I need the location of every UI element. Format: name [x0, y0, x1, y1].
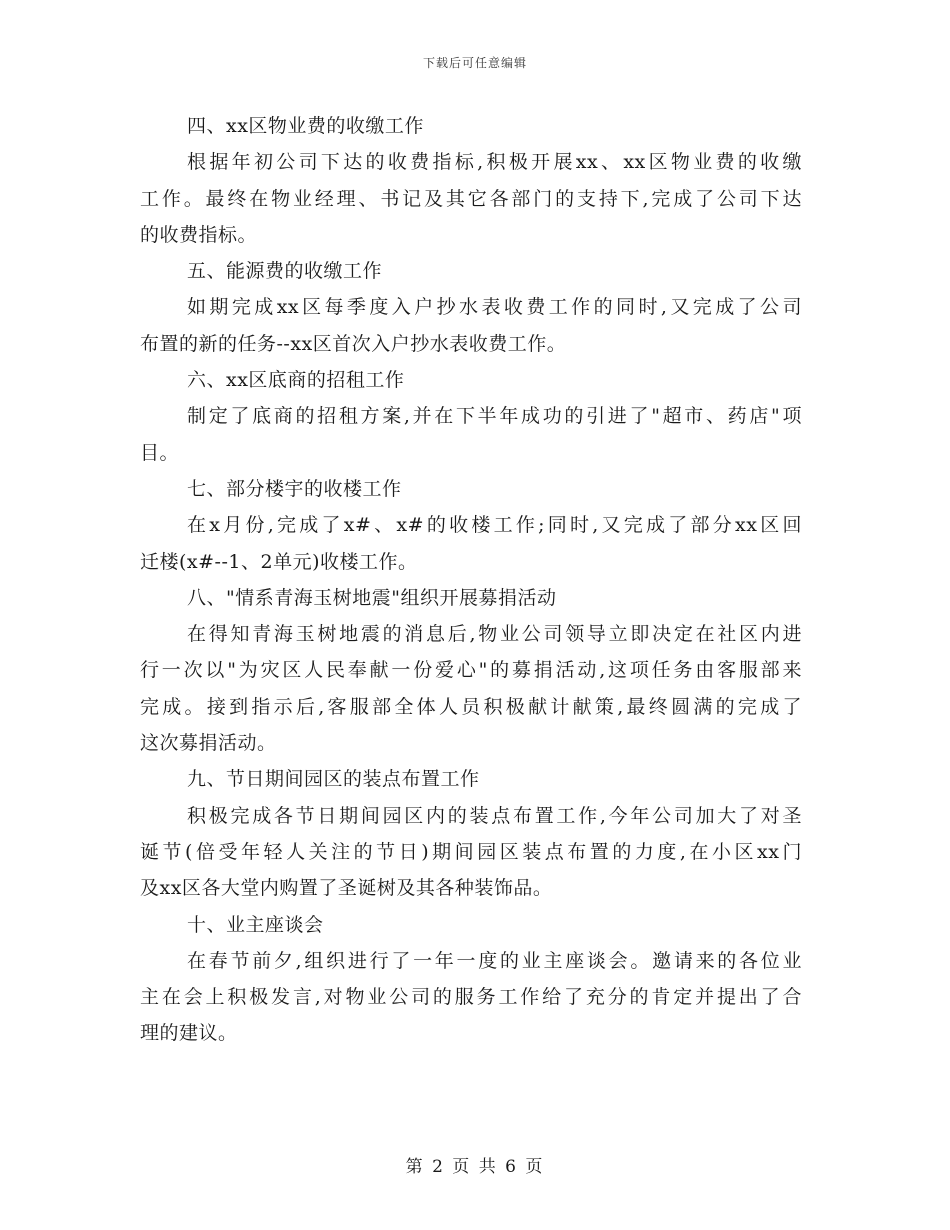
text-line: 根据年初公司下达的收费指标,积极开展xx、xx区物业费的收缴 — [187, 151, 802, 174]
text-line: 这次募捐活动。 — [140, 732, 277, 755]
text-line: 在春节前夕,组织进行了一年一度的业主座谈会。邀请来的各位业 — [187, 949, 802, 972]
text-line: 四、xx区物业费的收缴工作 — [187, 115, 424, 137]
text-line: 完成。接到指示后,客服部全体人员积极献计献策,最终圆满的完成了 — [140, 695, 802, 718]
text-line: 如期完成xx区每季度入户抄水表收费工作的同时,又完成了公司 — [187, 296, 802, 319]
text-line: 在x月份,完成了x#、x#的收楼工作;同时,又完成了部分xx区回 — [187, 514, 802, 537]
text-line: 制定了底商的招租方案,并在下半年成功的引进了"超市、药店"项 — [187, 405, 802, 428]
text-line: 九、节日期间园区的装点布置工作 — [187, 768, 480, 791]
text-line: 目。 — [140, 441, 180, 464]
text-line: 诞节(倍受年轻人关注的节日)期间园区装点布置的力度,在小区xx门 — [140, 840, 802, 863]
page-number-footer: 第 2 页 共 6 页 — [405, 1157, 545, 1177]
text-line: 行一次以"为灾区人民奉献一份爱心"的募捐活动,这项任务由客服部来 — [140, 659, 802, 682]
text-line: 六、xx区底商的招租工作 — [187, 369, 405, 392]
text-line: 迁楼(x#--1、2单元)收楼工作。 — [140, 550, 418, 573]
text-line: 在得知青海玉树地震的消息后,物业公司领导立即决定在社区内进 — [187, 623, 802, 646]
text-line: 积极完成各节日期间园区内的装点布置工作,今年公司加大了对圣 — [187, 804, 802, 827]
text-line: 的收费指标。 — [140, 223, 258, 246]
text-line: 五、能源费的收缴工作 — [187, 260, 383, 283]
text-line: 布置的新的任务--xx区首次入户抄水表收费工作。 — [140, 332, 567, 355]
page-header-note: 下载后可任意编辑 — [422, 56, 527, 70]
text-line: 及xx区各大堂内购置了圣诞树及其各种装饰品。 — [140, 877, 553, 900]
text-line: 七、部分楼宇的收楼工作 — [187, 477, 402, 500]
text-line: 理的建议。 — [140, 1022, 238, 1045]
text-line: 十、业主座谈会 — [187, 913, 324, 936]
text-line: 八、"情系青海玉树地震"组织开展募捐活动 — [187, 586, 557, 609]
text-line: 工作。最终在物业经理、书记及其它各部门的支持下,完成了公司下达 — [140, 187, 802, 210]
document-body — [140, 108, 802, 1052]
text-line: 主在会上积极发言,对物业公司的服务工作给了充分的肯定并提出了合 — [140, 986, 802, 1009]
